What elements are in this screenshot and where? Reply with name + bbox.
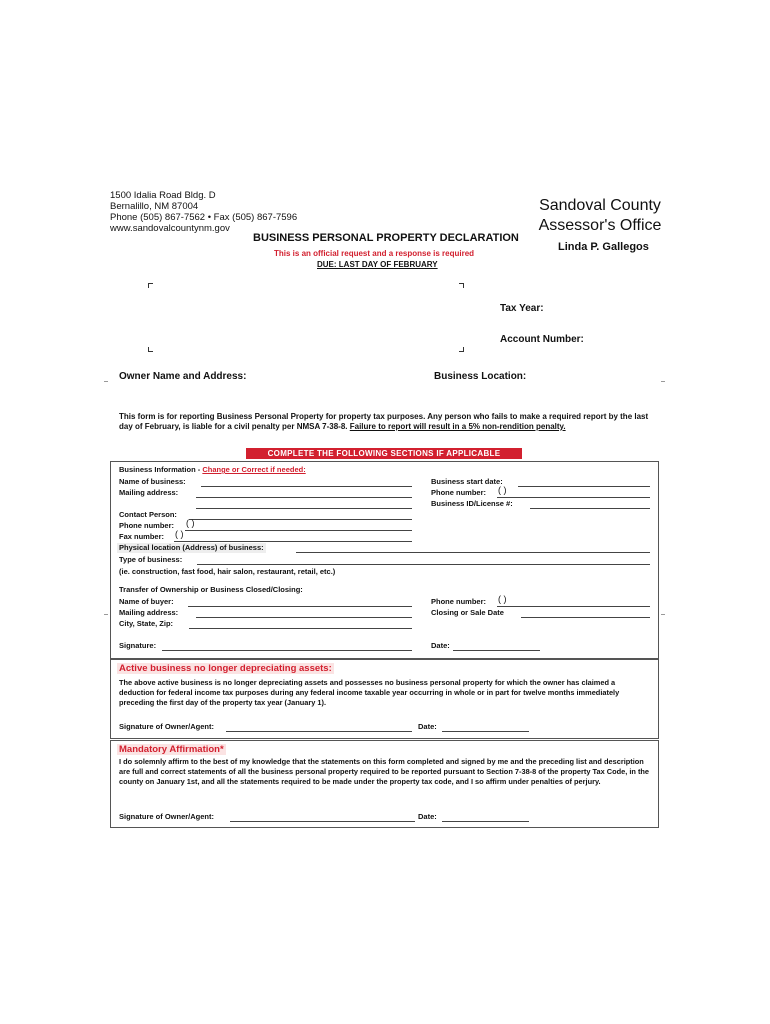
affirmation-date-field[interactable] [442, 821, 529, 822]
business-info-heading [119, 465, 306, 475]
affirmation-date-label: Date: [418, 812, 437, 821]
signature-date-field[interactable] [453, 650, 540, 651]
type-of-business-label: Type of business: [119, 555, 183, 564]
county-title [538, 196, 662, 236]
physical-location-label: Physical location (Address) of business: [119, 543, 264, 552]
contact-person-label: Contact Person: [119, 510, 177, 519]
buyer-phone-field[interactable] [497, 606, 650, 607]
active-business-text: The above active business is no longer depreciating assets and possesses no business personal property for which the owner has claimed a deduction for federal income tax purposes during any federal income taxable year occurring in whole or in part for twelve months immediately preceding the first day of the property tax year (January 1). [119, 678, 620, 707]
buyer-mailing-field[interactable] [196, 617, 412, 618]
crop-mark-tl [148, 283, 153, 288]
sections-banner: COMPLETE THE FOLLOWING SECTIONS IF APPLICABLE [246, 448, 522, 459]
mailing-address-label: Mailing address: [119, 488, 179, 497]
intro-penalty: Failure to report will result in a 5% non-rendition penalty. [349, 422, 566, 431]
active-signature-field[interactable] [226, 731, 412, 732]
business-info-box [110, 461, 659, 659]
name-of-buyer-label: Name of buyer: [119, 597, 174, 606]
business-phone-field[interactable] [497, 497, 650, 498]
active-date-label: Date: [418, 722, 437, 731]
closing-date-field[interactable] [521, 617, 650, 618]
signature-field[interactable] [162, 650, 412, 651]
address-line-4: www.sandovalcountynm.gov [110, 223, 230, 234]
crop-mark-tr [459, 283, 464, 288]
active-signature-label: Signature of Owner/Agent: [119, 722, 215, 731]
crop-mark-bl [148, 347, 153, 352]
fold-mark-right-top [661, 381, 665, 382]
city-state-zip-field[interactable] [189, 628, 412, 629]
fax-number-field[interactable] [174, 541, 412, 542]
assessor-name: Linda P. Gallegos [558, 241, 649, 253]
business-start-date-field[interactable] [518, 486, 650, 487]
fax-paren: ( ) [175, 529, 184, 539]
type-example: (ie. construction, fast food, hair salon, restaurant, retail, etc.) [119, 567, 336, 576]
business-info-heading-text: Business Information - [119, 465, 203, 474]
address-line-3: Phone (505) 867-7562 • Fax (505) 867-7596 [110, 212, 298, 223]
affirmation-text: I do solemnly affirm to the best of my knowledge that the statements on this form completed and signed by me and the preceding list and description are full and correct statements of all the business personal property required to be reported pursuant to Section 7-38-8 of the property Tax Code, in the county on January 1st, and all the statements required to be made under the property tax code, and I so affirm under penalties of perjury. [119, 757, 650, 786]
business-start-date-label: Business start date: [431, 477, 503, 486]
mailing-address-field[interactable] [196, 497, 412, 498]
contact-person-field[interactable] [189, 519, 412, 520]
business-phone-label: Phone number: [431, 488, 487, 497]
affirmation-signature-label: Signature of Owner/Agent: [119, 812, 215, 821]
active-business-heading: Active business no longer depreciating assets: [119, 663, 332, 674]
fold-mark-right-bottom [661, 614, 665, 615]
form-subtitle: This is an official request and a response is required [274, 249, 475, 258]
due-date: DUE: LAST DAY OF FEBRUARY [317, 260, 438, 269]
city-state-zip-label: City, State, Zip: [119, 619, 174, 628]
buyer-mailing-label: Mailing address: [119, 608, 179, 617]
physical-location-field[interactable] [296, 552, 650, 553]
business-phone-paren: ( ) [498, 485, 507, 495]
form-title: BUSINESS PERSONAL PROPERTY DECLARATION [253, 232, 519, 244]
office-address [110, 190, 297, 234]
buyer-phone-label: Phone number: [431, 597, 487, 606]
name-of-business-field[interactable] [201, 486, 412, 487]
business-id-field[interactable] [530, 508, 650, 509]
county-line-1: Sandoval County [539, 197, 661, 214]
signature-date-label: Date: [431, 641, 450, 650]
intro-text: This form is for reporting Business Personal Property for property tax purposes. Any person who fails to make a required report by the last day of February, is liable for a civil penalty per NMSA 7-38-8. [119, 412, 649, 431]
affirmation-signature-field[interactable] [230, 821, 415, 822]
business-id-label: Business ID/License #: [431, 499, 513, 508]
contact-phone-paren: ( ) [186, 518, 195, 528]
active-date-field[interactable] [442, 731, 529, 732]
change-correct-label: Change or Correct if needed: [202, 465, 306, 474]
fax-number-label: Fax number: [119, 532, 165, 541]
name-of-buyer-field[interactable] [188, 606, 412, 607]
county-line-2: Assessor's Office [538, 217, 662, 234]
tax-year-label: Tax Year: [500, 303, 544, 314]
contact-phone-label: Phone number: [119, 521, 175, 530]
signature-label: Signature: [119, 641, 157, 650]
business-location-label: Business Location: [434, 371, 527, 382]
mailing-address-field-2[interactable] [196, 508, 412, 509]
name-of-business-label: Name of business: [119, 477, 186, 486]
account-number-label: Account Number: [500, 334, 584, 345]
address-line-2: Bernalillo, NM 87004 [110, 201, 199, 212]
crop-mark-br [459, 347, 464, 352]
contact-phone-field[interactable] [185, 530, 412, 531]
affirmation-heading: Mandatory Affirmation* [119, 744, 224, 755]
owner-name-label: Owner Name and Address: [119, 371, 247, 382]
buyer-phone-paren: ( ) [498, 594, 507, 604]
fold-mark-left-top [104, 381, 108, 382]
fold-mark-left-bottom [104, 614, 108, 615]
transfer-heading: Transfer of Ownership or Business Closed/Closing: [119, 585, 303, 594]
closing-date-label: Closing or Sale Date [431, 608, 504, 617]
intro-paragraph [119, 412, 654, 432]
address-line-1: 1500 Idalia Road Bldg. D [110, 190, 216, 201]
type-of-business-field[interactable] [197, 564, 650, 565]
